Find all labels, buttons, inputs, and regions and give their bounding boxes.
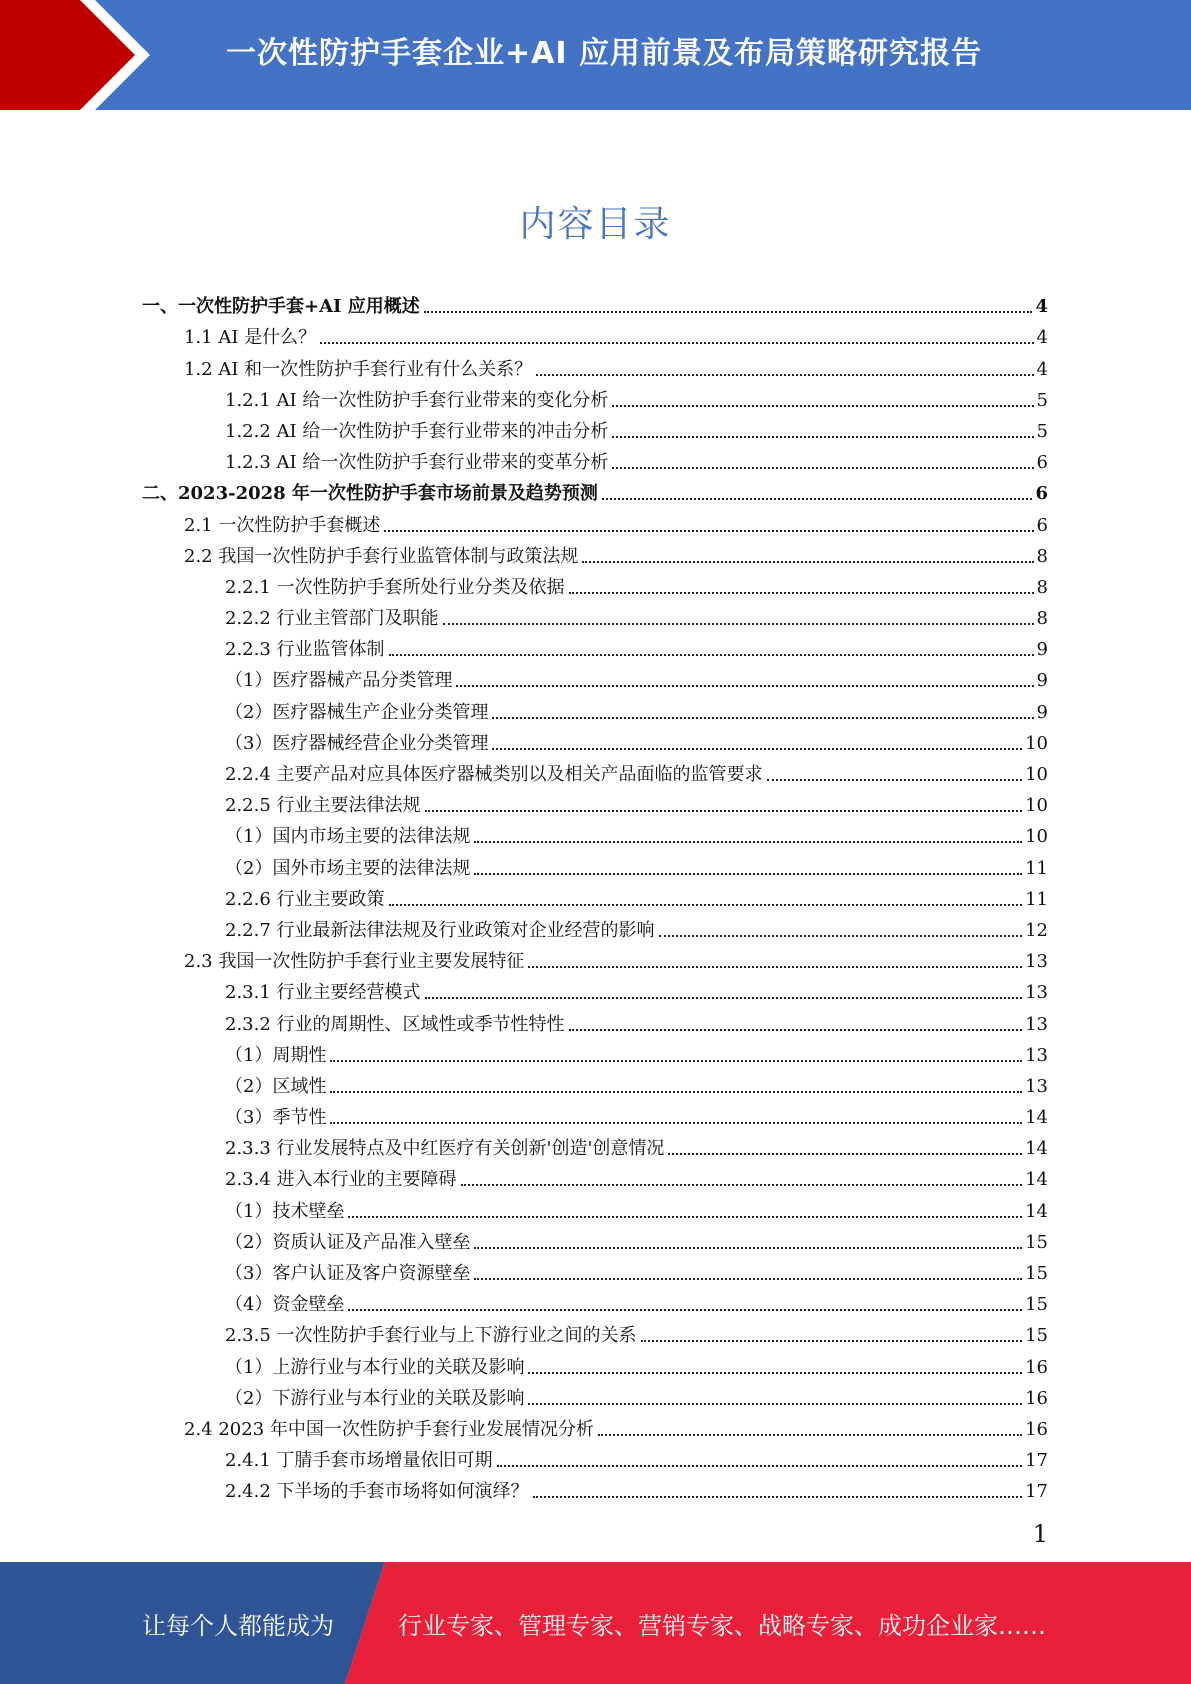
toc-entry[interactable] <box>142 942 1048 973</box>
toc-entry-page: 5 <box>1036 420 1048 442</box>
toc-leader-dots <box>425 997 1023 999</box>
toc-leader-dots <box>424 311 1033 313</box>
toc-entry-title: 2.4.1 丁腈手套市场增量依旧可期 <box>225 1450 493 1472</box>
toc-leader-dots <box>612 467 1033 469</box>
toc-entry[interactable] <box>142 817 1048 848</box>
footer-band <box>0 1562 1191 1684</box>
toc-entry[interactable] <box>142 692 1048 723</box>
toc-entry-page: 13 <box>1025 951 1048 973</box>
toc-entry[interactable] <box>142 1285 1048 1316</box>
toc-entry-page: 13 <box>1025 1044 1048 1066</box>
toc-entry[interactable] <box>142 1254 1048 1285</box>
toc-entry-title: 1.2.3 AI 给一次性防护手套行业带来的变革分析 <box>225 452 609 474</box>
toc-entry[interactable] <box>142 1316 1048 1347</box>
toc-entry[interactable] <box>142 381 1048 412</box>
toc-leader-dots <box>668 1153 1022 1155</box>
toc-entry-page: 14 <box>1025 1200 1048 1222</box>
toc-entry[interactable] <box>142 786 1048 817</box>
toc-entry-title: 1.1 AI 是什么？ <box>184 327 317 349</box>
toc-entry-page: 15 <box>1025 1263 1048 1284</box>
toc-entry-page: 12 <box>1025 919 1048 941</box>
toc-entry-title: 2.2.1 一次性防护手套所处行业分类及依据 <box>225 576 565 598</box>
toc-leader-dots <box>384 530 1033 532</box>
toc-leader-dots <box>348 1216 1022 1218</box>
toc-entry-page: 6 <box>1035 483 1048 505</box>
toc-leader-dots <box>528 966 1022 968</box>
toc-entry-title: 2.2.4 主要产品对应具体医疗器械类别以及相关产品面临的监管要求 <box>225 764 763 785</box>
toc-leader-dots <box>330 1091 1022 1093</box>
toc-leader-dots <box>612 436 1033 438</box>
toc-entry[interactable] <box>142 505 1048 536</box>
toc-heading: 内容目录 <box>519 204 672 245</box>
toc-entry-page: 13 <box>1025 982 1048 1004</box>
toc-entry-page: 16 <box>1025 1356 1048 1378</box>
toc-entry-title: （4）资金壁垒 <box>225 1294 345 1316</box>
toc-leader-dots <box>533 1496 1023 1498</box>
toc-entry-title: 2.4.2 下半场的手套市场将如何演绎？ <box>225 1481 529 1503</box>
toc-entry-title: （1）医疗器械产品分类管理 <box>225 670 453 692</box>
toc-leader-dots <box>474 1247 1022 1249</box>
toc-leader-dots <box>320 342 1033 344</box>
toc-entry[interactable] <box>142 911 1048 942</box>
toc-entry-title: 2.1 一次性防护手套概述 <box>184 514 381 536</box>
toc-leader-dots <box>456 685 1033 687</box>
toc-leader-dots <box>330 1122 1022 1124</box>
toc-entry-title: 2.3.3 行业发展特点及中红医疗有关创新'创造'创意情况 <box>225 1138 665 1160</box>
toc-entry[interactable] <box>142 412 1048 443</box>
toc-entry-page: 9 <box>1036 639 1048 661</box>
toc-entry[interactable] <box>142 1036 1048 1067</box>
toc-entry-title: （1）周期性 <box>225 1044 327 1066</box>
toc-entry[interactable] <box>142 1098 1048 1129</box>
toc-entry-page: 8 <box>1036 545 1048 567</box>
toc-entry-title: 一、一次性防护手套+AI 应用概述 <box>142 296 420 318</box>
toc-entry-page: 4 <box>1035 296 1048 318</box>
toc-entry[interactable] <box>142 1410 1048 1441</box>
toc-entry[interactable] <box>142 724 1048 755</box>
toc-leader-dots <box>461 1184 1023 1186</box>
toc-leader-dots <box>474 873 1022 875</box>
toc-entry-title: （1）技术壁垒 <box>225 1200 345 1222</box>
toc-leader-dots <box>348 1309 1022 1311</box>
toc-entry-page: 4 <box>1036 327 1048 349</box>
toc-entry-page: 14 <box>1025 1169 1048 1191</box>
toc-leader-dots <box>492 748 1022 750</box>
toc-entry-title: 2.2.7 行业最新法律法规及行业政策对企业经营的影响 <box>225 919 655 941</box>
toc-leader-dots <box>641 1340 1023 1342</box>
toc-entry[interactable] <box>142 568 1048 599</box>
toc-entry[interactable] <box>142 1223 1048 1254</box>
toc-entry[interactable] <box>142 318 1048 349</box>
toc-leader-dots <box>528 1403 1022 1405</box>
toc-entry-title: 2.2.5 行业主要法律法规 <box>225 795 421 817</box>
toc-leader-dots <box>612 405 1033 407</box>
toc-leader-dots <box>598 1434 1022 1436</box>
toc-entry-title: 1.2.1 AI 给一次性防护手套行业带来的变化分析 <box>225 389 609 411</box>
toc-entry[interactable] <box>142 973 1048 1004</box>
toc-entry-title: （2）医疗器械生产企业分类管理 <box>225 701 489 723</box>
toc-entry[interactable] <box>142 349 1048 380</box>
toc-entry[interactable] <box>142 537 1048 568</box>
toc-entry[interactable] <box>142 1004 1048 1035</box>
footer-slogan-right: 行业专家、管理专家、营销专家、战略专家、成功企业家…… <box>398 1612 1046 1640</box>
toc-leader-dots <box>330 1060 1022 1062</box>
toc-entry-title: （1）国内市场主要的法律法规 <box>225 826 471 848</box>
toc-entry-title: 1.2.2 AI 给一次性防护手套行业带来的冲击分析 <box>225 420 609 442</box>
toc-entry[interactable] <box>142 630 1048 661</box>
toc-entry-page: 14 <box>1025 1107 1048 1129</box>
toc-leader-dots <box>767 779 1023 781</box>
toc-entry[interactable] <box>142 474 1048 505</box>
toc-entry[interactable] <box>142 848 1048 879</box>
toc-entry-title: 2.3.1 行业主要经营模式 <box>225 982 421 1004</box>
toc-entry-title: （3）季节性 <box>225 1107 327 1129</box>
toc-entry[interactable] <box>142 1441 1048 1472</box>
toc-entry-title: 2.3.5 一次性防护手套行业与上下游行业之间的关系 <box>225 1325 637 1347</box>
page-number: 1 <box>1032 1520 1048 1548</box>
toc-entry[interactable] <box>142 1347 1048 1378</box>
toc-entry-title: 2.4 2023 年中国一次性防护手套行业发展情况分析 <box>184 1418 594 1440</box>
toc-leader-dots <box>497 1465 1023 1467</box>
toc-entry-title: 2.2.2 行业主管部门及职能 <box>225 608 439 630</box>
toc-leader-dots <box>474 1278 1022 1280</box>
toc-entry-title: （3）医疗器械经营企业分类管理 <box>225 732 489 754</box>
header-band <box>0 0 1191 110</box>
toc-entry-title: （1）上游行业与本行业的关联及影响 <box>225 1356 525 1378</box>
toc-leader-dots <box>569 1029 1023 1031</box>
toc-entry[interactable] <box>142 755 1048 786</box>
toc-entry[interactable] <box>142 880 1048 911</box>
toc-entry[interactable] <box>142 1472 1048 1503</box>
toc-entry[interactable] <box>142 599 1048 630</box>
toc-leader-dots <box>492 717 1033 719</box>
toc-leader-dots <box>389 904 1023 906</box>
toc-entry-page: 8 <box>1036 608 1048 630</box>
toc-leader-dots <box>582 561 1033 563</box>
toc-entry-title: 二、2023-2028 年一次性防护手套市场前景及趋势预测 <box>142 483 598 505</box>
toc-leader-dots <box>443 623 1034 625</box>
toc-entry-page: 11 <box>1025 888 1048 910</box>
toc-entry-page: 8 <box>1036 576 1048 598</box>
toc-entry[interactable] <box>142 1129 1048 1160</box>
toc-leader-dots <box>389 654 1034 656</box>
toc-entry-page: 15 <box>1025 1294 1048 1316</box>
toc-entry-page: 10 <box>1025 764 1048 785</box>
toc-entry-page: 16 <box>1025 1387 1048 1409</box>
toc-entry-page: 9 <box>1036 670 1048 692</box>
toc-entry-page: 15 <box>1025 1231 1048 1253</box>
toc-leader-dots <box>569 592 1034 594</box>
toc-entry-page: 10 <box>1025 795 1048 817</box>
toc-leader-dots <box>528 1372 1022 1374</box>
toc-entry-page: 11 <box>1025 857 1048 879</box>
toc-entry[interactable] <box>142 287 1048 318</box>
toc-entry-title: （2）下游行业与本行业的关联及影响 <box>225 1387 525 1409</box>
toc-entry-page: 6 <box>1036 452 1048 474</box>
report-title: 一次性防护手套企业+AI 应用前景及布局策略研究报告 <box>226 36 982 71</box>
toc-entry-page: 17 <box>1025 1450 1048 1472</box>
toc-entry-title: 2.2 我国一次性防护手套行业监管体制与政策法规 <box>184 545 579 567</box>
toc-entry[interactable] <box>142 1379 1048 1410</box>
toc-entry-page: 5 <box>1036 389 1048 411</box>
toc-entry[interactable] <box>142 1160 1048 1191</box>
toc-entry-title: 2.2.3 行业监管体制 <box>225 639 385 661</box>
toc-leader-dots <box>474 841 1022 843</box>
toc-entry-page: 4 <box>1036 358 1048 380</box>
toc-list <box>142 287 1048 1503</box>
toc-entry[interactable] <box>142 443 1048 474</box>
toc-entry-page: 14 <box>1025 1138 1048 1160</box>
toc-entry-page: 10 <box>1025 732 1048 754</box>
toc-entry-title: 2.3.2 行业的周期性、区域性或季节性特性 <box>225 1013 565 1035</box>
toc-entry-title: 2.2.6 行业主要政策 <box>225 888 385 910</box>
toc-entry-title: 2.3.4 进入本行业的主要障碍 <box>225 1169 457 1191</box>
toc-entry-title: （2）区域性 <box>225 1075 327 1097</box>
toc-leader-dots <box>425 810 1023 812</box>
toc-entry[interactable] <box>142 1067 1048 1098</box>
toc-entry-title: （2）资质认证及产品准入壁垒 <box>225 1231 471 1253</box>
toc-entry-page: 13 <box>1025 1075 1048 1097</box>
toc-entry[interactable] <box>142 1191 1048 1222</box>
toc-leader-dots <box>602 498 1033 500</box>
toc-entry-page: 15 <box>1025 1325 1048 1347</box>
toc-entry-title: 1.2 AI 和一次性防护手套行业有什么关系？ <box>184 358 533 380</box>
footer-slogan-left: 让每个人都能成为 <box>142 1612 334 1640</box>
toc-entry-page: 13 <box>1025 1013 1048 1035</box>
toc-entry-page: 6 <box>1036 514 1048 536</box>
toc-entry-page: 10 <box>1025 826 1048 848</box>
toc-entry-page: 16 <box>1025 1418 1048 1440</box>
toc-leader-dots <box>536 374 1033 376</box>
toc-entry-title: （2）国外市场主要的法律法规 <box>225 857 471 879</box>
toc-entry[interactable] <box>142 661 1048 692</box>
toc-entry-page: 9 <box>1036 701 1048 723</box>
toc-entry-title: （3）客户认证及客户资源壁垒 <box>225 1263 471 1284</box>
toc-entry-page: 17 <box>1025 1481 1048 1503</box>
toc-leader-dots <box>659 935 1023 937</box>
toc-entry-title: 2.3 我国一次性防护手套行业主要发展特征 <box>184 951 525 973</box>
